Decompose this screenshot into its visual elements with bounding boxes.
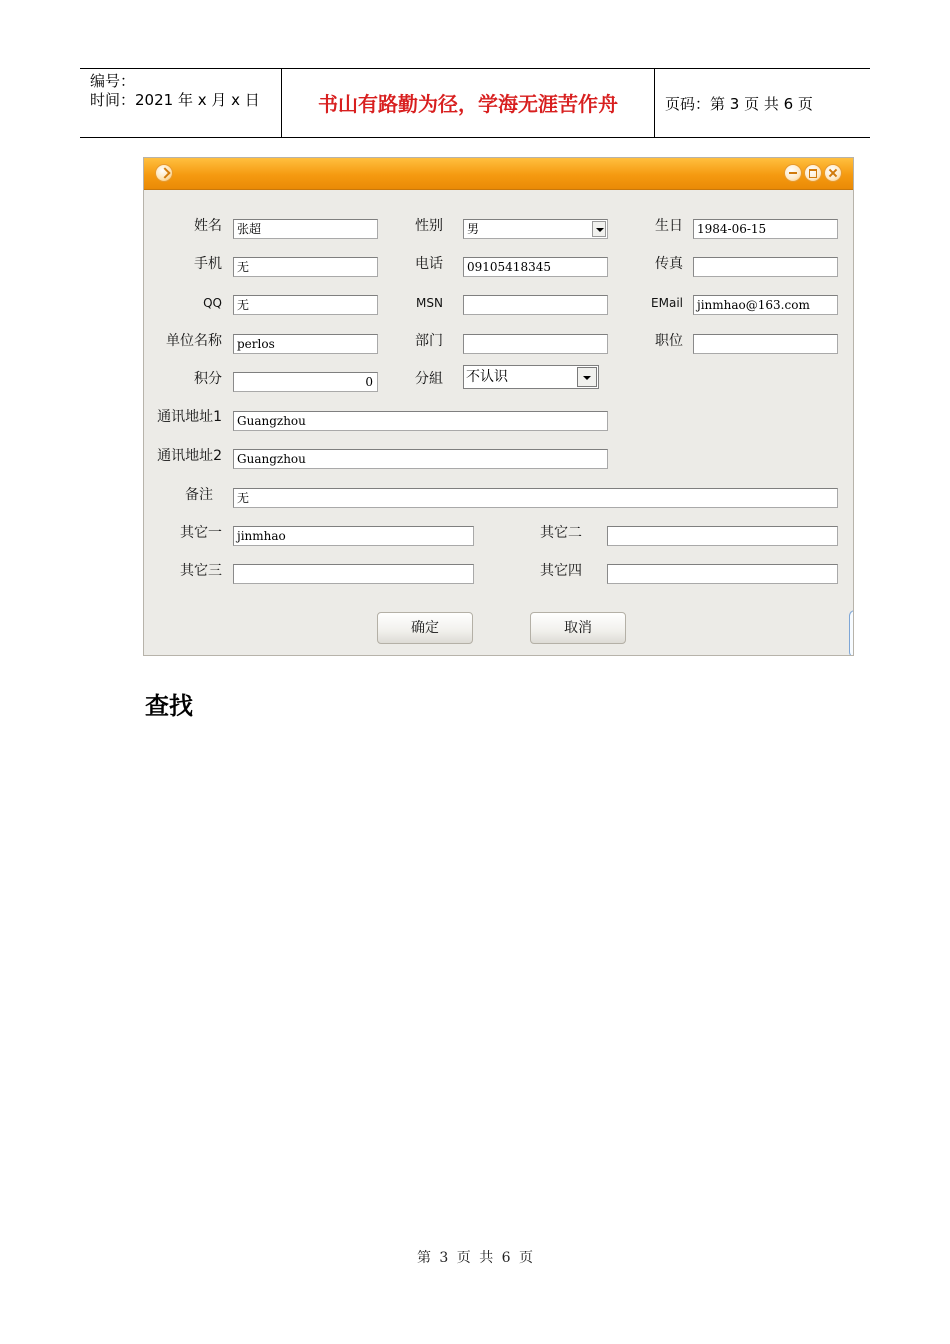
phone-field[interactable]: 09105418345 bbox=[463, 257, 608, 277]
email-field[interactable]: jinmhao@163.com bbox=[693, 295, 838, 315]
maximize-icon[interactable] bbox=[805, 165, 821, 181]
fax-field[interactable] bbox=[693, 257, 838, 277]
other2-field[interactable] bbox=[607, 526, 838, 546]
remark-label: 备注 bbox=[185, 487, 213, 503]
chevron-down-icon[interactable] bbox=[592, 221, 606, 237]
qq-label: QQ bbox=[203, 296, 222, 310]
points-field[interactable]: 0 bbox=[233, 372, 378, 392]
header-motto: 书山有路勤为径，学海无涯苦作舟 bbox=[318, 92, 618, 116]
gender-label: 性别 bbox=[415, 218, 443, 234]
remark-field[interactable]: 无 bbox=[233, 488, 838, 508]
ok-button[interactable]: 确定 bbox=[377, 612, 473, 644]
birthday-label: 生日 bbox=[655, 218, 683, 234]
other3-field[interactable] bbox=[233, 564, 474, 584]
other3-label: 其它三 bbox=[180, 563, 222, 579]
header-meta-cell bbox=[80, 69, 280, 137]
group-select[interactable] bbox=[463, 365, 599, 389]
position-label: 职位 bbox=[655, 333, 683, 349]
header-number: 编号： bbox=[90, 72, 136, 90]
msn-field[interactable] bbox=[463, 295, 608, 315]
department-field[interactable] bbox=[463, 334, 608, 354]
group-label: 分組 bbox=[415, 371, 443, 387]
chevron-down-icon[interactable] bbox=[577, 367, 597, 387]
contact-edit-dialog bbox=[143, 157, 854, 656]
address1-field[interactable]: Guangzhou bbox=[233, 411, 608, 431]
name-label: 姓名 bbox=[194, 218, 222, 234]
cancel-button[interactable]: 取消 bbox=[530, 612, 626, 644]
position-field[interactable] bbox=[693, 334, 838, 354]
other1-field[interactable]: jinmhao bbox=[233, 526, 474, 546]
document-header bbox=[80, 68, 870, 138]
address2-label: 通讯地址2 bbox=[157, 448, 222, 464]
mobile-field[interactable]: 无 bbox=[233, 257, 378, 277]
group-value: 不认识 bbox=[466, 369, 508, 385]
address2-field[interactable]: Guangzhou bbox=[233, 449, 608, 469]
msn-label: MSN bbox=[416, 296, 443, 310]
header-motto-cell bbox=[281, 69, 655, 137]
department-label: 部门 bbox=[415, 333, 443, 349]
qq-field[interactable]: 无 bbox=[233, 295, 378, 315]
address1-label: 通讯地址1 bbox=[157, 409, 222, 425]
name-field[interactable]: 张超 bbox=[233, 219, 378, 239]
close-icon[interactable] bbox=[825, 165, 841, 181]
other2-label: 其它二 bbox=[540, 525, 582, 541]
company-label: 单位名称 bbox=[166, 333, 222, 349]
app-icon bbox=[156, 165, 172, 181]
points-label: 积分 bbox=[194, 371, 222, 387]
other4-field[interactable] bbox=[607, 564, 838, 584]
header-page-info: 页码：第 3 页 共 6 页 bbox=[665, 95, 813, 113]
email-label: EMail bbox=[651, 296, 683, 310]
mobile-label: 手机 bbox=[194, 256, 222, 272]
dialog-title-bar[interactable] bbox=[144, 158, 853, 190]
phone-label: 电话 bbox=[415, 256, 443, 272]
header-time: 时间：2021 年 x 月 x 日 bbox=[90, 91, 260, 109]
side-tab-edge bbox=[849, 610, 854, 656]
birthday-field[interactable]: 1984-06-15 bbox=[693, 219, 838, 239]
other4-label: 其它四 bbox=[540, 563, 582, 579]
company-field[interactable]: perlos bbox=[233, 334, 378, 354]
fax-label: 传真 bbox=[655, 256, 683, 272]
gender-select[interactable] bbox=[463, 219, 608, 239]
gender-value: 男 bbox=[467, 222, 480, 236]
section-heading: 查找 bbox=[145, 692, 193, 720]
header-page-cell bbox=[655, 69, 870, 137]
other1-label: 其它一 bbox=[180, 525, 222, 541]
page-footer: 第 3 页 共 6 页 bbox=[416, 1250, 534, 1266]
minimize-icon[interactable] bbox=[785, 165, 801, 181]
